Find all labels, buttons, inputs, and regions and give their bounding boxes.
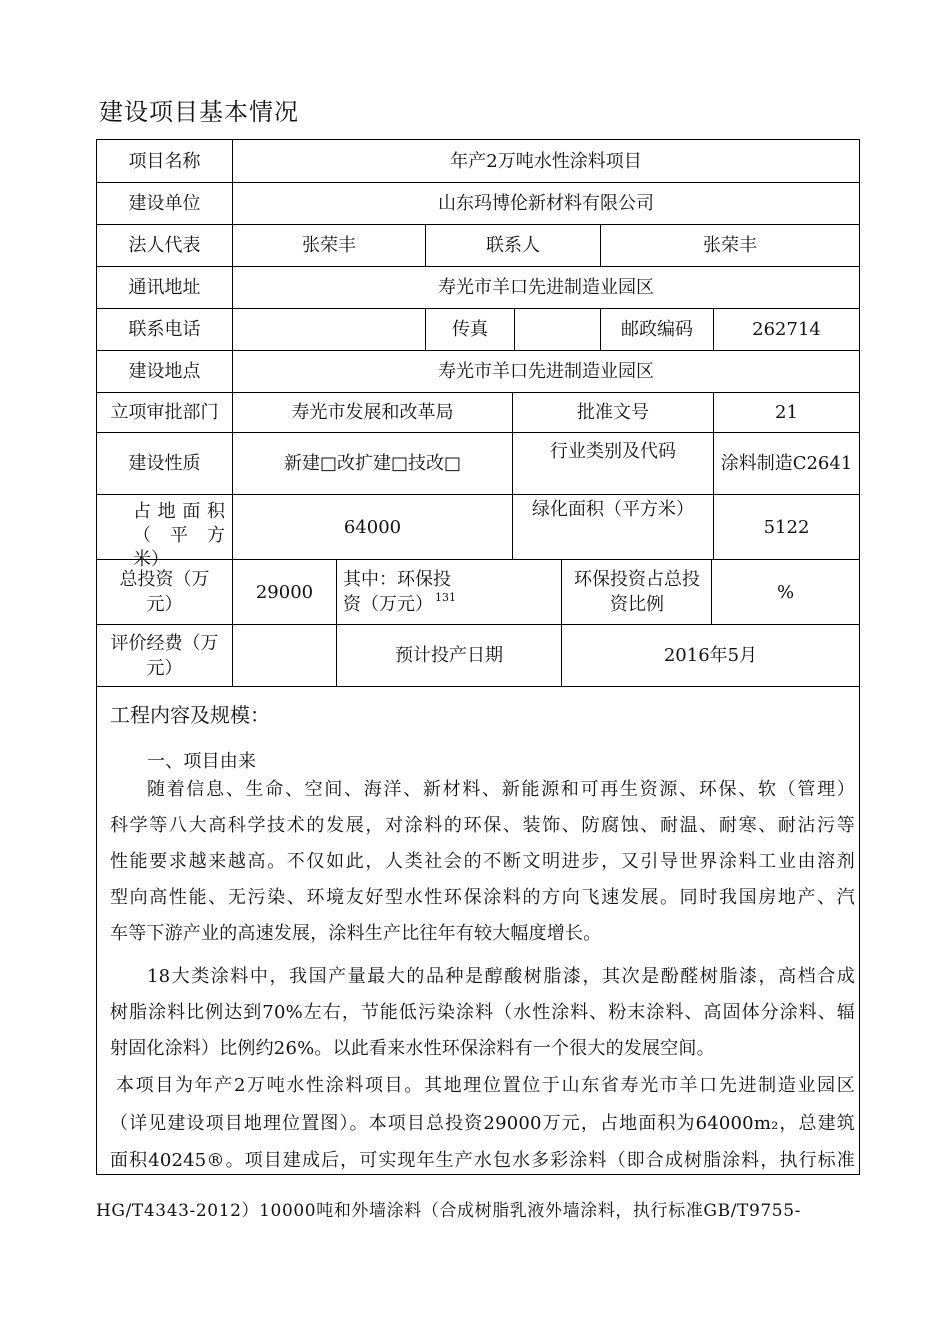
project-name-value: 年产2万吨水性涂料项目 [450, 150, 642, 172]
env-ratio-value: % [776, 581, 795, 603]
p3-line: 本项目为年产2万吨水性涂料项目。其地理位置位于山东省寿光市羊口先进制造业园区 [116, 1075, 855, 1096]
area-label [97, 495, 232, 570]
area-label-line-1: 占地面积 [133, 501, 225, 522]
unit-label: 建设单位 [128, 193, 201, 214]
approval-dept-label: 立项审批部门 [110, 402, 219, 423]
address-label: 通讯地址 [128, 277, 201, 298]
date-value: 2016年5月 [663, 645, 758, 666]
env-invest-label [343, 567, 468, 619]
invest-label-line-1: 总投资（万 [119, 569, 210, 590]
fee-label [97, 625, 232, 686]
p3-line: （详见建设项目地理位置图）。本项目总投资29000万元，占地面积为64000m₂，总建筑 [110, 1113, 855, 1134]
green-label: 绿化面积（平方米） [532, 499, 694, 520]
nature-label: 建设性质 [128, 453, 201, 474]
invest-label-line-2: 元） [146, 594, 183, 615]
approval-no-value: 21 [775, 402, 798, 423]
info-table [96, 139, 860, 687]
invest-value: 29000 [255, 581, 314, 603]
fee-label-line-1: 评价经费（万 [110, 632, 219, 654]
contact-value: 张荣丰 [703, 235, 757, 256]
p2-line: 射固化涂料）比例约26%。以此看来水性环保涂料有一个很大的发展空间。 [110, 1038, 715, 1059]
area-value: 64000 [343, 516, 402, 538]
phone-label: 联系电话 [128, 319, 201, 340]
area-label-line-3: 米） [133, 549, 169, 570]
unit-value: 山东玛博伦新材料有限公司 [438, 193, 654, 214]
p3-line: 面积40245®。项目建成后，可实现年生产水包水多彩涂料（即合成树脂涂料，执行标准 [110, 1150, 855, 1171]
section-subtitle: 一、项目由来 [147, 751, 257, 772]
approval-no-label: 批准文号 [577, 402, 649, 423]
site-value: 寿光市羊口先进制造业园区 [438, 361, 654, 382]
p2-line: 18大类涂料中，我国产量最大的品种是醇酸树脂漆，其次是酚醛树脂漆，高档合成 [147, 966, 855, 987]
p2-line: 树脂涂料比例达到70%左右，节能低污染涂料（水性涂料、粉末涂料、高固体分涂料、辐 [110, 1002, 855, 1023]
postcode-value: 262714 [752, 319, 821, 340]
site-label: 建设地点 [128, 361, 201, 382]
section-title: 工程内容及规模： [110, 703, 270, 727]
area-label-line-2: （平方 [133, 525, 225, 546]
env-invest-value: 131 [435, 591, 456, 604]
p1-line: 车等下游产业的高速发展，涂料生产比往年有较大幅度增长。 [110, 923, 602, 944]
industry-label: 行业类别及代码 [550, 441, 676, 462]
continuation-line: HG/T4343-2012）10000吨和外墙涂料（合成树脂乳液外墙涂料，执行标准GB/T9755- [96, 1201, 801, 1221]
invest-label [97, 560, 232, 624]
p1-line: 随着信息、生命、空间、海洋、新材料、新能源和可再生资源、环保、软（管理） [147, 779, 855, 800]
phone-value [233, 309, 425, 350]
nature-value: 新建□改扩建□技改□ [283, 453, 462, 474]
fee-label-line-2: 元） [146, 657, 183, 679]
project-name-label: 项目名称 [128, 150, 201, 172]
address-value: 寿光市羊口先进制造业园区 [438, 277, 654, 298]
env-invest-label-line-1: 其中：环保投 [343, 569, 451, 590]
fax-label: 传真 [452, 319, 488, 340]
env-ratio-label-line-2: 资比例 [610, 594, 664, 615]
approval-dept-value: 寿光市发展和改革局 [291, 402, 454, 423]
env-ratio-label-line-1: 环保投资占总投 [574, 569, 700, 590]
industry-value: 涂料制造C2641 [720, 453, 853, 474]
p1-line: 型向高性能、无污染、环境友好型水性环保涂料的方向飞速发展。同时我国房地产、汽 [110, 887, 855, 908]
fee-value [233, 625, 336, 686]
env-invest-label-line-2: 资（万元） [343, 594, 433, 615]
p1-line: 科学等八大高科学技术的发展，对涂料的环保、装饰、防腐蚀、耐温、耐寒、耐沾污等 [110, 815, 855, 836]
postcode-label: 邮政编码 [621, 319, 693, 340]
p1-line: 性能要求越来越高。不仅如此，人类社会的不断文明进步，又引导世界涂料工业由溶剂 [110, 851, 855, 872]
page-title: 建设项目基本情况 [99, 98, 299, 126]
env-ratio-label [562, 560, 712, 624]
legal-value: 张荣丰 [302, 235, 356, 256]
fax-value [515, 309, 600, 350]
green-value: 5122 [763, 516, 810, 538]
contact-label: 联系人 [486, 235, 540, 256]
date-label: 预计投产日期 [395, 645, 503, 666]
legal-label: 法人代表 [128, 235, 201, 256]
